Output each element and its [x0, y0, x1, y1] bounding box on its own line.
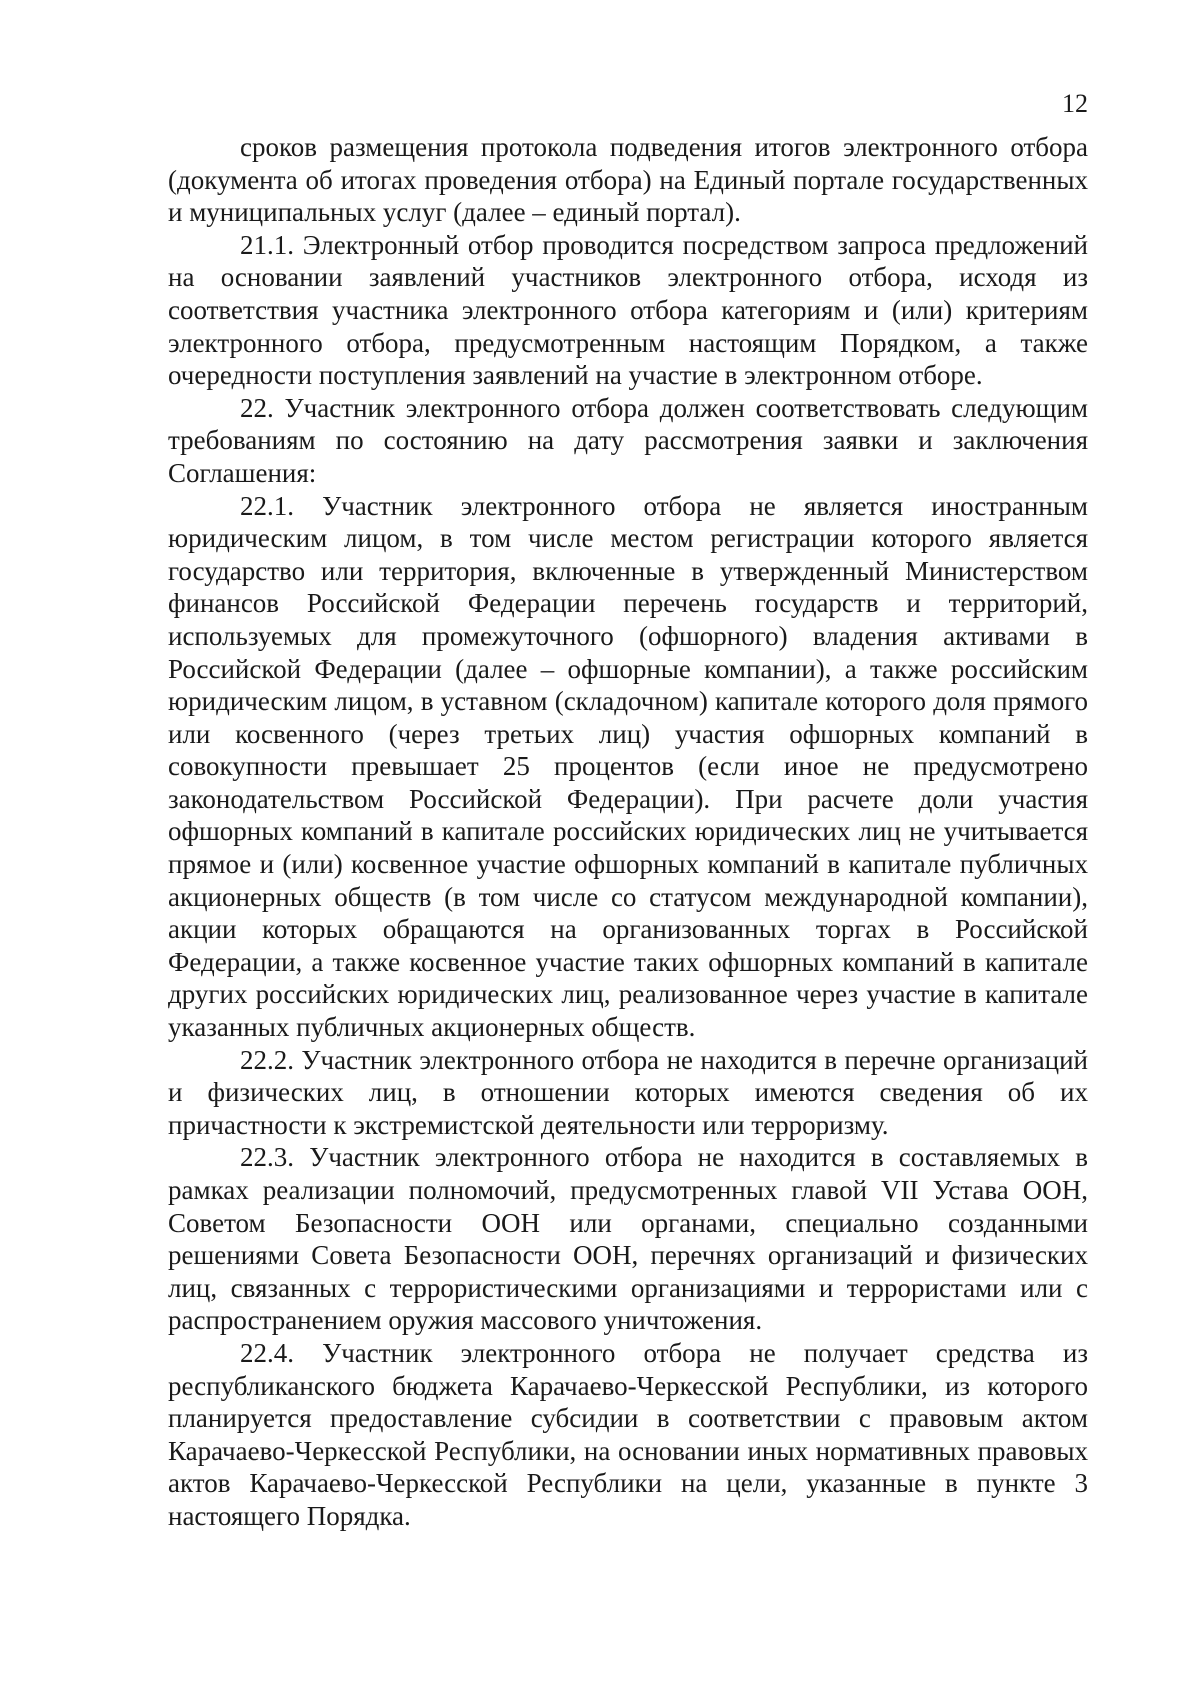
document-body	[168, 131, 1088, 1533]
paragraph-22-2: 22.2. Участник электронного отбора не находится в перечне организаций и физических лиц, в отношении которых имеются сведения об их причастности к экстремистской деятельности или терроризму.	[168, 1044, 1088, 1140]
paragraph-22-1: 22.1. Участник электронного отбора не является иностранным юридическим лицом, в том числе местом регистрации которого является государство или территория, включенные в утвержденный Министерством финансов Российской Федерации перечень государств и территорий, используемых для промежуточного (офшорного) владения активами в Российской Федерации (далее – офшорные компании), а также российским юридическим лицом, в уставном (складочном) капитале которого доля прямого или косвенного (через третьих лиц) участия офшорных компаний в совокупности превышает 25 процентов (если иное не предусмотрено законодательством Российской Федерации). При расчете доли участия офшорных компаний в капитале российских юридических лиц не учитывается прямое и (или) косвенное участие офшорных компаний в капитале публичных акционерных обществ (в том числе со статусом международной компании), акции которых обращаются на организованных торгах в Российской Федерации, а также косвенное участие таких офшорных компаний в капитале других российских юридических лиц, реализованное через участие в капитале указанных публичных акционерных обществ.	[168, 490, 1088, 1043]
paragraph-22-3: 22.3. Участник электронного отбора не находится в составляемых в рамках реализации полномочий, предусмотренных главой VII Устава ООН, Советом Безопасности ООН или органами, специально созданными решениями Совета Безопасности ООН, перечнях организаций и физических лиц, связанных с террористическими организациями и террористами или с распространением оружия массового уничтожения.	[168, 1142, 1088, 1336]
page-number: 12	[1062, 89, 1088, 118]
paragraph-21-1: 21.1. Электронный отбор проводится посредством запроса предложений на основании заявлений участников электронного отбора, исходя из соответствия участника электронного отбора категориям и (или) критериям электронного отбора, предусмотренным настоящим Порядком, а также очередности поступления заявлений на участие в электронном отборе.	[168, 229, 1088, 391]
paragraph-22-4: 22.4. Участник электронного отбора не получает средства из республиканского бюджета Карачаево-Черкесской Республики, из которого планируется предоставление субсидии в соответствии с правовым актом Карачаево-Черкесской Республики, на основании иных нормативных правовых актов Карачаево-Черкесской Республики на цели, указанные в пункте 3 настоящего Порядка.	[168, 1337, 1088, 1531]
paragraph-continuation: сроков размещения протокола подведения итогов электронного отбора (документа об итогах проведения отбора) на Единый портале государственных и муниципальных услуг (далее – единый портал).	[168, 132, 1088, 228]
paragraph-22: 22. Участник электронного отбора должен соответствовать следующим требованиям по состоянию на дату рассмотрения заявки и заключения Соглашения:	[168, 392, 1088, 488]
